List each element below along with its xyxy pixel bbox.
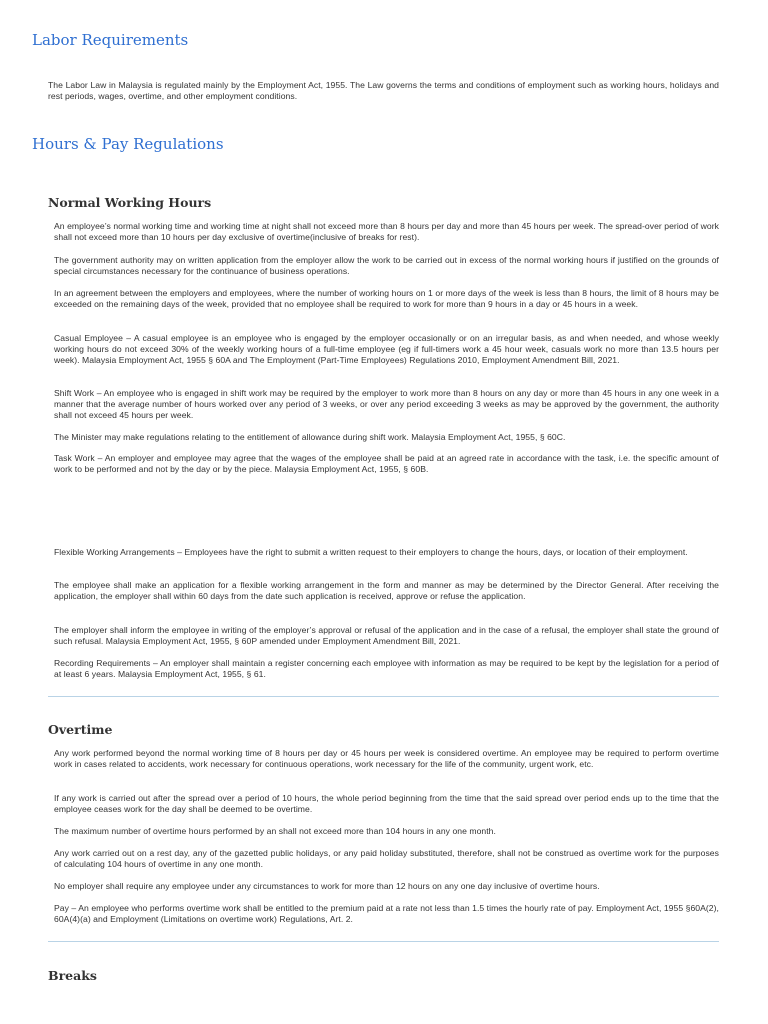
normal-hours-paragraph: An employee’s normal working time and working time at night shall not exceed more than 8 hours per day and more than 45 hours per week. The spread-over period of work shall not exceed more than 10 hours per day exclusive of overtime(inclusive of breaks for rest). — [54, 221, 719, 242]
overtime-heading: Overtime — [48, 722, 113, 737]
labor-intro-paragraph: The Labor Law in Malaysia is regulated mainly by the Employment Act, 1955. The Law governs the terms and conditions of employment such as working hours, holidays and rest periods, wages, overtime, and other employment conditions. — [48, 80, 719, 101]
overtime-pay-paragraph: Pay – An employee who performs overtime work shall be entitled to the premium paid at a rate not less than 1.5 times the hourly rate of pay. Employment Act, 1955 §60A(2), 60A(4)(a) and Employment (Limitations on overtime work) Regulations, Art. 2. — [54, 903, 719, 924]
overtime-paragraph: If any work is carried out after the spread over a period of 10 hours, the whole period beginning from the time that the said spread over period ends up to the time that the employee ceases work for the day shall be deemed to be overtime. — [54, 793, 719, 814]
section-divider — [48, 941, 719, 942]
labor-requirements-heading: Labor Requirements — [32, 31, 189, 49]
flexible-working-paragraph: Flexible Working Arrangements – Employees have the right to submit a written request to their employers to change the hours, days, or location of their employment. — [54, 547, 688, 557]
breaks-heading: Breaks — [48, 968, 97, 983]
overtime-paragraph: No employer shall require any employee under any circumstances to work for more than 12 hours on any one day inclusive of overtime hours. — [54, 881, 600, 891]
overtime-paragraph: Any work carried out on a rest day, any of the gazetted public holidays, or any paid holiday substituted, therefore, shall not be construed as overtime work for the purposes of calculating 104 hours of overtime in any one month. — [54, 848, 719, 869]
flexible-decision-paragraph: The employer shall inform the employee in writing of the employer’s approval or refusal of the application and in the case of a refusal, the employer shall state the ground of such refusal. Malaysia Employment Act, 1955, § 60P amended under Employment Amendment Bill, 2021. — [54, 625, 719, 646]
casual-employee-paragraph: Casual Employee – A casual employee is an employee who is engaged by the employer occasionally or on an irregular basis, as and when needed, and whose weekly working hours do not exceed 30% of the weekly working hours of a full-time employee (eg if full-timers work a 45 hour week, casuals work no more than 13.5 hours per week). Malaysia Employment Act, 1955 § 60A and The Employment (Part-Time Employees) Regulations 2010, Employment Amendment Bill, 2021. — [54, 333, 719, 365]
normal-hours-paragraph: In an agreement between the employers and employees, where the number of working hours on 1 or more days of the week is less than 8 hours, the limit of 8 hours may be exceeded on the remaining days of the week, provided that no employee shall be required to work for more than 9 hours in a day or 45 hours in a week. — [54, 288, 719, 309]
recording-requirements-paragraph: Recording Requirements – An employer shall maintain a register concerning each employee with information as may be required to be kept by the legislation for a period of at least 6 years. Malaysia Employment Act, 1955, § 61. — [54, 658, 719, 679]
normal-hours-paragraph: The government authority may on written application from the employer allow the work to be carried out in excess of the normal working hours if justified on the grounds of special circumstances necessary for the continuance of business operations. — [54, 255, 719, 276]
shift-allowance-paragraph: The Minister may make regulations relating to the entitlement of allowance during shift work. Malaysia Employment Act, 1955, § 60C. — [54, 432, 566, 442]
task-work-paragraph: Task Work – An employer and employee may agree that the wages of the employee shall be paid at an agreed rate in accordance with the task, i.e. the specific amount of work to be performed and not by the day or by the piece. Malaysia Employment Act, 1955, § 60B. — [54, 453, 719, 474]
overtime-paragraph: Any work performed beyond the normal working time of 8 hours per day or 45 hours per week is considered overtime. An employee may be required to perform overtime work in cases related to accidents, work necessary for continuous operations, work necessary for the life of the community, urgent work, etc. — [54, 748, 719, 769]
hours-pay-heading: Hours & Pay Regulations — [32, 135, 224, 153]
normal-working-hours-heading: Normal Working Hours — [48, 195, 212, 210]
shift-work-paragraph: Shift Work – An employee who is engaged in shift work may be required by the employer to work more than 8 hours on any day or more than 45 hours in any one week in a manner that the average number of hours worked over any period of 3 weeks, or over any period exceeding 3 weeks as may be approved by the government, the authority shall not exceed 45 hours per week. — [54, 388, 719, 420]
flexible-application-paragraph: The employee shall make an application for a flexible working arrangement in the form and manner as may be determined by the Director General. After receiving the application, the employer shall within 60 days from the date such application is received, approve or refuse the application. — [54, 580, 719, 601]
overtime-paragraph: The maximum number of overtime hours performed by an shall not exceed more than 104 hours in any one month. — [54, 826, 496, 836]
section-divider — [48, 696, 719, 697]
